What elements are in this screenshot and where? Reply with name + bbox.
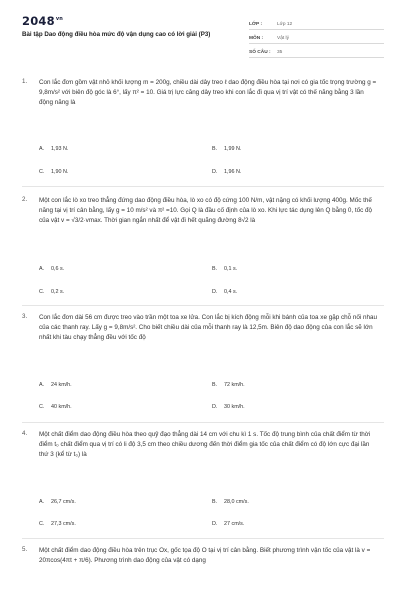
option-text: 40 km/h. [51,404,72,410]
option-c[interactable]: C. 27,3 cm/s. [39,521,76,527]
option-d[interactable]: D. 1,96 N. [212,169,242,175]
option-text: 27 cm/s. [224,521,245,527]
option-text: 1,93 N. [51,146,69,152]
question-number: 3. [22,313,28,320]
question-divider [22,305,384,306]
option-text: 30 km/h. [224,404,245,410]
meta-key: MÔN : [249,36,264,41]
document-title: Bài tập Dao động điều hòa mức độ vận dụng cao có lời giải (P3) [22,31,211,38]
option-text: 1,99 N. [224,146,242,152]
option-text: 0,6 s. [51,266,65,272]
question-number: 4. [22,430,28,437]
meta-value: Vật lý [277,36,289,41]
option-text: 0,1 s. [224,266,238,272]
option-text: 28,0 cm/s. [224,499,249,505]
question-text: Con lắc đơn dài 56 cm được treo vào trần một toa xe lửa. Con lắc bị kích động mỗi khi bánh của toa xe gặp chỗ nối nhau của các thanh ray. Lấy g = 9,8m/s². Cho biết chiều dài của mỗi thanh ray là 12,5m. Biên độ dao động của con lắc sẽ lớn nhất khi tàu chạy thẳng đều với tốc độ [39,314,378,341]
meta-value: Lớp 12 [277,22,293,27]
brand-logo[interactable] [22,14,63,28]
option-c[interactable]: C. 1,90 N. [39,169,69,175]
question-text: Một con lắc lò xo treo thẳng đứng dao động điều hòa, lò xo có độ cứng 100 N/m, vật nặng có khối lượng 400g. Mốc thế năng tại vị trí cân bằng, lấy g = 10 m/s² và π² =10. Gọi Q là đầu cố định của lò xo. Khi lực tác dụng lên Q bằng 0, tốc độ của vật v = √3/2·vmax. Thời gian ngắn nhất để vật đi hết quãng đường 8√2 là [39,197,373,224]
brand-suffix: vn [55,16,64,23]
question-number: 2. [22,196,28,203]
question-number: 5. [22,546,28,553]
meta-row-class [249,16,384,30]
option-text: 1,90 N. [51,169,69,175]
option-b[interactable]: B. 0,1 s. [212,266,238,272]
option-text: 1,96 N. [224,169,242,175]
option-a[interactable]: A. 1,93 N. [39,146,69,152]
question-text: Một chất điểm dao động điều hòa theo quỹ đạo thẳng dài 14 cm với chu kì 1 s. Tốc độ trung bình của chất điểm từ thời điểm t₀ chất điểm qua vị trí có li độ 3,5 cm theo chiều dương đến thời điểm gia tốc của chất điểm có độ lớn cực đại lần thứ 3 (kể từ t₀) là [39,431,371,458]
option-d[interactable]: D. 30 km/h. [212,404,245,410]
option-text: 0,2 s. [51,289,65,295]
option-c[interactable]: C. 40 km/h. [39,404,72,410]
meta-row-subject [249,30,384,44]
question-5 [22,546,384,596]
question-number: 1. [22,78,28,85]
option-text: 72 km/h. [224,382,245,388]
option-a[interactable]: A. 0,6 s. [39,266,65,272]
option-a[interactable]: A. 24 km/h. [39,382,72,388]
question-text: Con lắc đơn gồm vật nhỏ khối lượng m = 200g, chiều dài dây treo ℓ dao động điều hòa tại nơi có gia tốc trọng trường g = 9,8m/s² với biên độ góc là 6°, lấy π² = 10. Giá trị lực căng dây treo khi con lắc đi qua vị trí vật có thế năng bằng 3 lần động năng là [39,79,377,106]
option-text: 26,7 cm/s. [51,499,76,505]
question-text: Một chất điểm dao động điều hòa trên trục Ox, gốc tọa độ O tại vị trí cân bằng. Biết phương trình vận tốc của vật là v = 20πcos(4πt + π/6). Phương trình dao động của vật có dạng [39,547,371,564]
option-text: 0,4 s. [224,289,238,295]
option-c[interactable]: C. 0,2 s. [39,289,65,295]
option-a[interactable]: A. 26,7 cm/s. [39,499,76,505]
document-meta [249,16,384,58]
meta-value: 35 [277,50,283,55]
meta-row-count [249,44,384,58]
question-1 [22,78,384,182]
question-4 [22,430,384,534]
question-3 [22,313,384,419]
option-d[interactable]: D. 27 cm/s. [212,521,245,527]
question-2 [22,196,384,300]
option-b[interactable]: B. 1,99 N. [212,146,242,152]
option-b[interactable]: B. 28,0 cm/s. [212,499,249,505]
question-divider [22,538,384,539]
document-header [22,14,384,58]
option-text: 27,3 cm/s. [51,521,76,527]
brand-name: 2048 [22,14,55,28]
option-b[interactable]: B. 72 km/h. [212,382,245,388]
meta-key: SỐ CÂU : [249,50,271,55]
meta-key: LỚP : [249,22,263,27]
question-divider [22,186,384,187]
option-d[interactable]: D. 0,4 s. [212,289,238,295]
option-text: 24 km/h. [51,382,72,388]
question-divider [22,422,384,423]
